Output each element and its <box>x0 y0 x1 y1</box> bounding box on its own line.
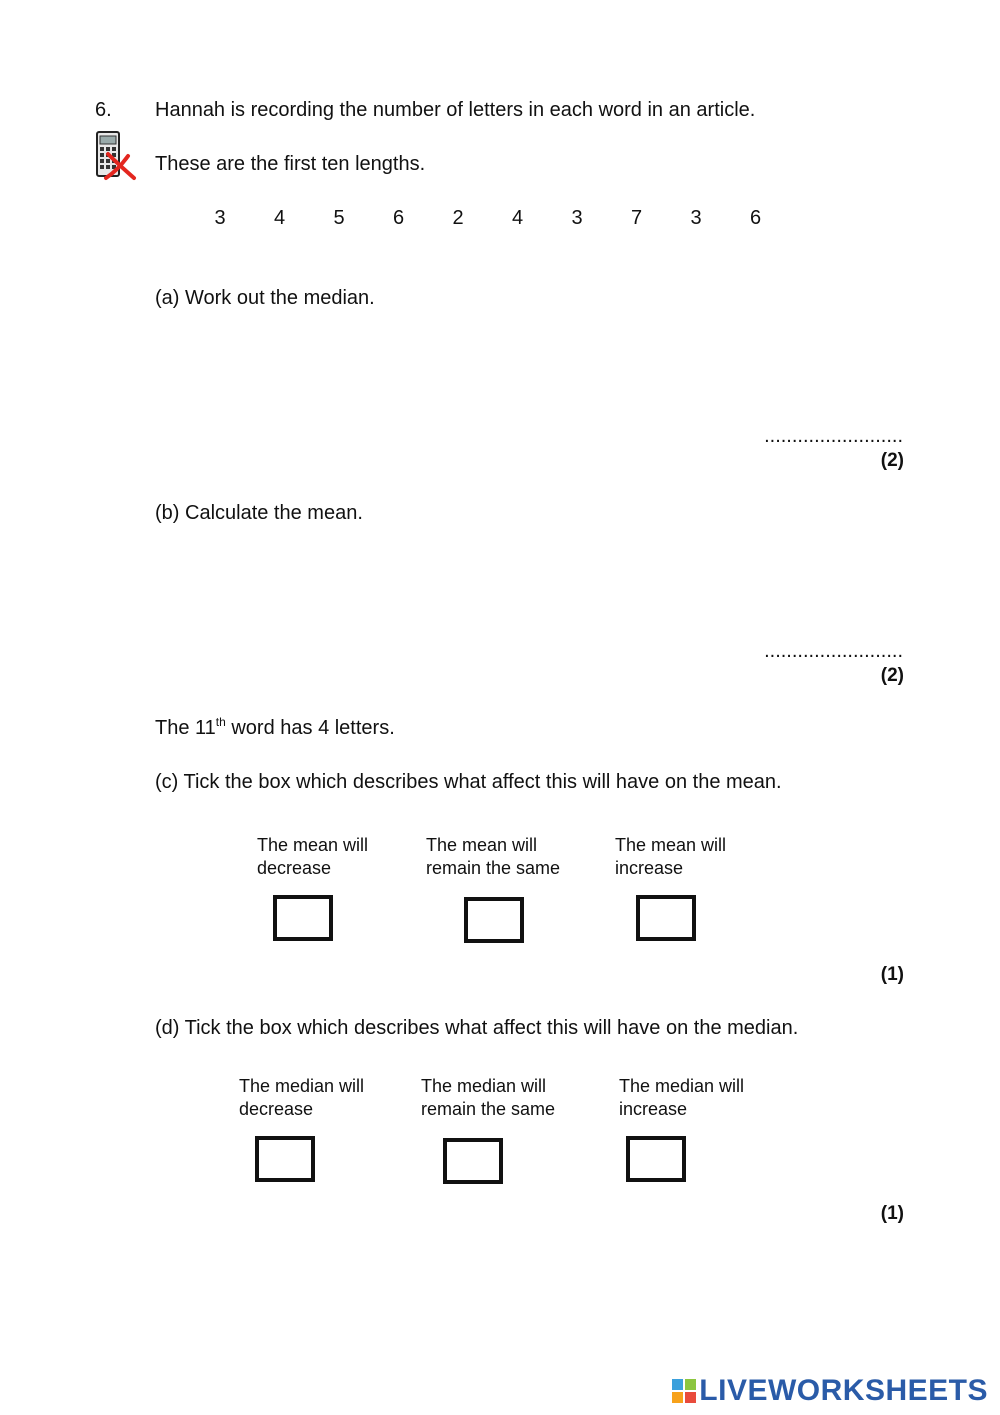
mean-option-increase-label <box>615 834 726 880</box>
part-b-prompt: (b) Calculate the mean. <box>155 502 363 524</box>
question-number: 6. <box>95 99 112 121</box>
mean-option-decrease-label <box>257 834 368 880</box>
option-label-line: The median will <box>619 1076 745 1096</box>
ordinal-suffix: th <box>215 715 226 729</box>
option-label-line: increase <box>619 1099 688 1119</box>
option-label-line: remain the same <box>426 858 561 878</box>
option-label-line: increase <box>615 858 684 878</box>
part-c-prompt: (c) Tick the box which describes what affect this will have on the mean. <box>155 771 782 793</box>
median-decrease-checkbox[interactable] <box>255 1136 315 1182</box>
no-calculator-icon <box>94 130 140 182</box>
length-value: 3 <box>214 207 226 229</box>
mean-same-checkbox[interactable] <box>464 897 524 943</box>
length-value: 7 <box>630 207 643 229</box>
part-a-marks: (2) <box>880 450 904 471</box>
mean-decrease-checkbox[interactable] <box>273 895 333 941</box>
logo-blocks-icon <box>671 1378 697 1404</box>
part-c-marks: (1) <box>880 964 904 985</box>
length-value: 5 <box>333 207 345 229</box>
length-value: 4 <box>511 207 524 229</box>
length-value: 6 <box>392 207 405 229</box>
part-a-answer-line[interactable]: ......................... <box>764 425 903 447</box>
option-label-line: remain the same <box>421 1099 556 1119</box>
length-value: 2 <box>452 207 464 229</box>
median-option-decrease-label <box>239 1075 364 1121</box>
median-option-increase-label <box>619 1075 744 1121</box>
option-label-line: The median will <box>421 1076 547 1096</box>
option-label-line: The mean will <box>426 835 538 855</box>
median-same-checkbox[interactable] <box>443 1138 503 1184</box>
option-label-line: decrease <box>239 1099 314 1119</box>
lengths-list <box>208 206 778 232</box>
question-intro: Hannah is recording the number of letters in each word in an article. <box>155 99 756 121</box>
median-increase-checkbox[interactable] <box>626 1136 686 1182</box>
option-label-line: The mean will <box>257 835 369 855</box>
part-b-answer-line[interactable]: ......................... <box>764 640 903 662</box>
option-label-line: decrease <box>257 858 332 878</box>
mean-increase-checkbox[interactable] <box>636 895 696 941</box>
part-d-marks: (1) <box>880 1203 904 1224</box>
length-value: 6 <box>749 207 762 229</box>
logo-text: LIVEWORKSHEETS <box>699 1374 988 1407</box>
part-a-prompt: (a) Work out the median. <box>155 287 375 309</box>
part-d-prompt: (d) Tick the box which describes what affect this will have on the median. <box>155 1017 799 1039</box>
part-b-marks: (2) <box>880 665 904 686</box>
option-label-line: The median will <box>239 1076 365 1096</box>
median-option-same-label <box>421 1075 555 1121</box>
eleventh-word-suffix: word has 4 letters. <box>225 717 395 739</box>
option-label-line: The mean will <box>615 835 727 855</box>
length-value: 4 <box>273 207 286 229</box>
liveworksheets-logo <box>671 1374 988 1408</box>
eleventh-word-prefix: The 11 <box>155 717 216 739</box>
question-subintro: These are the first ten lengths. <box>155 153 426 175</box>
mean-option-same-label <box>426 834 560 880</box>
length-value: 3 <box>571 207 583 229</box>
eleventh-word-statement <box>155 716 395 740</box>
length-value: 3 <box>690 207 702 229</box>
